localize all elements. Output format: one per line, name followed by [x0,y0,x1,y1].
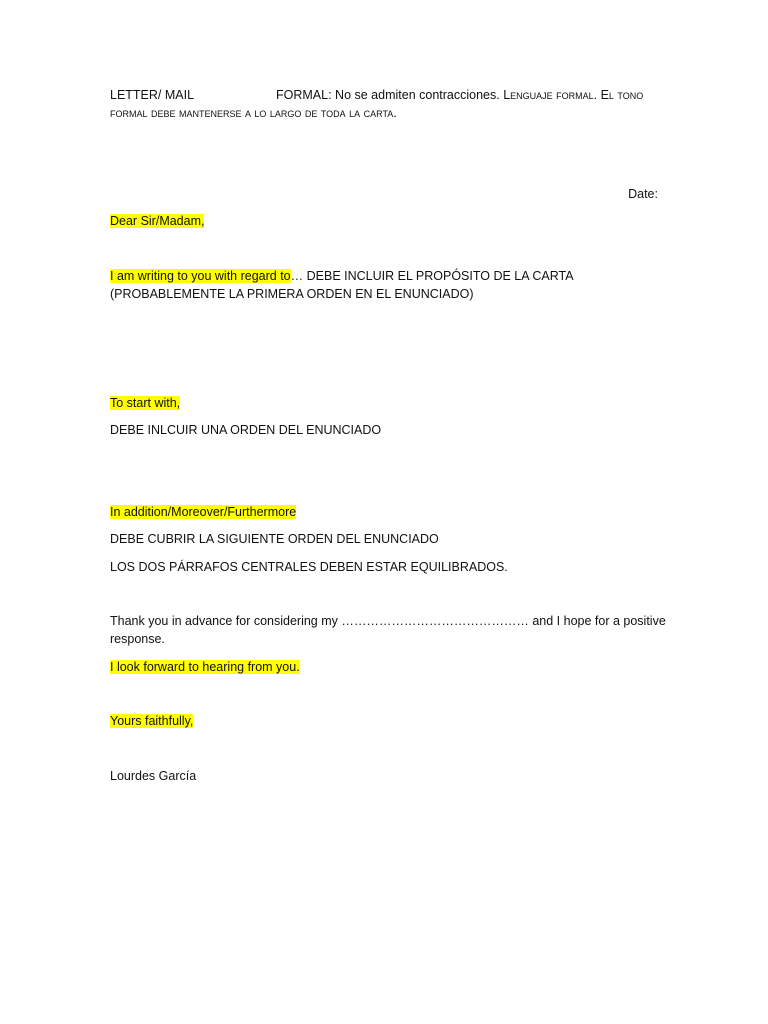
opening-instruction-line1: … DEBE INCLUIR EL PROPÓSITO DE LA CARTA [290,269,574,283]
first-connector-line [110,394,180,412]
salutation: Dear Sir/Madam, [110,214,205,228]
no-contractions-note: No se admiten contracciones. [335,88,500,102]
second-connector-line [110,503,296,521]
letter-type-label [110,86,194,104]
opening-phrase: I am writing to you with regard to [110,269,291,283]
balance-note: LOS DOS PÁRRAFOS CENTRALES DEBEN ESTAR EQUILIBRADOS. [110,560,508,574]
thanks-line1: Thank you in advance for considering my ……………………………………… and I hope for a positive [110,614,666,628]
register-note-line2: formal debe mantenerse a lo largo de toda la carta. [110,106,397,120]
sign-off-line [110,712,193,730]
first-instruction: DEBE INLCUIR UNA ORDEN DEL ENUNCIADO [110,423,382,437]
thanks-line2: response. [110,632,165,646]
opening-line [110,267,574,285]
letter-type-text: LETTER/ MAIL [110,88,195,102]
register-note-line1: Lenguaje formal. El tono [503,88,644,102]
look-forward-line [110,658,300,676]
look-forward: I look forward to hearing from you. [110,660,300,674]
signature: Lourdes García [110,769,197,783]
opening-instruction-line2: (PROBABLEMENTE LA PRIMERA ORDEN EN EL ENUNCIADO) [110,287,474,301]
sign-off: Yours faithfully, [110,714,194,728]
second-connector: In addition/Moreover/Furthermore [110,505,297,519]
formal-label: FORMAL: [276,88,332,102]
date-label: Date: [628,187,658,201]
second-instruction: DEBE CUBRIR LA SIGUIENTE ORDEN DEL ENUNCIADO [110,532,439,546]
salutation-line [110,212,204,230]
formal-note-line [276,86,643,104]
first-connector: To start with, [110,396,181,410]
